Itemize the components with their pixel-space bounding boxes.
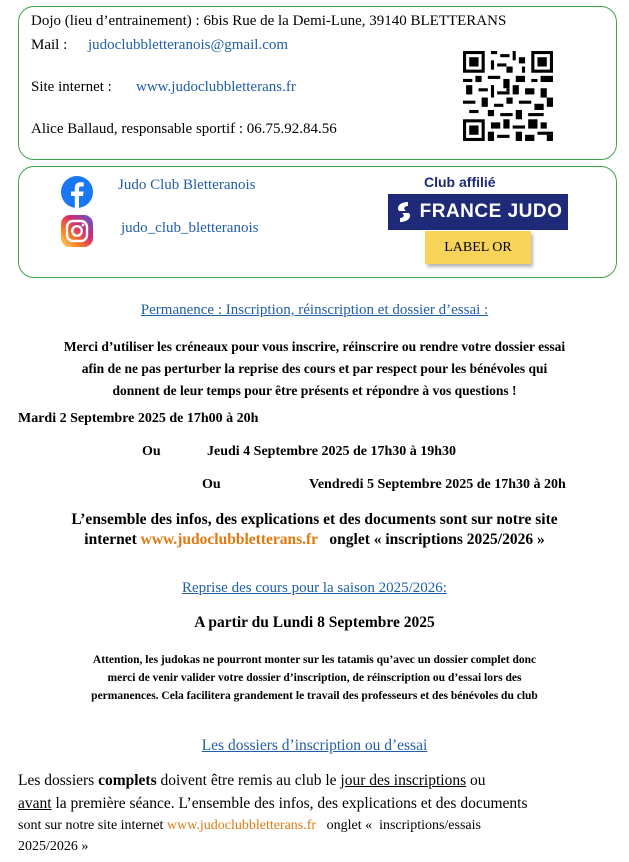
- attention-line: Attention, les judokas ne pourront monter sur les tatamis qu’avec un dossier complet donc: [92, 654, 537, 666]
- permanence-intro: [0, 336, 629, 402]
- infos-line-1: L’ensemble des infos, des explications et des documents sont sur notre site: [71, 511, 558, 528]
- attention-line: permanences. Cela facilitera grandement le travail des professeurs et des bénévoles du club: [91, 690, 538, 702]
- dossiers-avant: avant: [18, 795, 52, 812]
- permanence-intro-line: donnent de leur temps pour être présents et répondre à vos questions !: [112, 383, 517, 398]
- permanence-intro-line: Merci d’utiliser les créneaux pour vous inscrire, réinscrire ou rendre votre dossier essai: [63, 339, 566, 354]
- dossiers-text: onglet « inscriptions/essais: [316, 818, 481, 833]
- dossiers-site-link[interactable]: www.judoclubbletterans.fr: [166, 818, 317, 833]
- site-link[interactable]: www.judoclubbletterans.fr: [136, 79, 296, 95]
- site-label: Site internet :: [31, 79, 112, 95]
- dossiers-text: Les dossiers: [18, 772, 99, 789]
- mail-label: Mail :: [31, 37, 68, 53]
- france-judo-emblem-icon: [394, 200, 414, 224]
- dossiers-line-1: [18, 772, 486, 790]
- reprise-date: A partir du Lundi 8 Septembre 2025: [194, 614, 435, 631]
- infos-line-2: [0, 531, 629, 549]
- dossiers-complets: complets: [98, 772, 157, 789]
- qr-code-icon[interactable]: [463, 51, 553, 141]
- infos-prefix: internet: [84, 531, 137, 548]
- reprise-heading: Reprise des cours pour la saison 2025/2026:: [182, 580, 447, 596]
- dossiers-text: la première séance. L’ensemble des infos, des explications et des documents: [51, 795, 528, 812]
- ou-1: Ou: [142, 444, 161, 459]
- dossiers-line-4: 2025/2026 »: [18, 839, 89, 854]
- dossiers-heading: Les dossiers d’inscription ou d’essai: [201, 737, 428, 754]
- permanence-heading: Permanence : Inscription, réinscription et dossier d’essai :: [140, 302, 489, 318]
- date-mardi: Mardi 2 Septembre 2025 de 17h00 à 20h: [18, 411, 259, 426]
- date-vendredi: Vendredi 5 Septembre 2025 de 17h30 à 20h: [309, 477, 566, 492]
- dossiers-line-2: [18, 795, 527, 813]
- club-affilie: Club affilié: [424, 174, 496, 190]
- responsable: Alice Ballaud, responsable sportif : 06.75.92.84.56: [31, 121, 337, 137]
- mail-link[interactable]: judoclubbletteranois@gmail.com: [88, 37, 289, 53]
- attention-text: [0, 651, 629, 705]
- dossiers-text: doivent être remis au club le: [156, 772, 341, 789]
- dossiers-line-3: [18, 818, 481, 834]
- france-judo-text: FRANCE JUDO: [419, 201, 563, 222]
- instagram-icon[interactable]: [60, 214, 94, 248]
- dossiers-text: ou: [466, 772, 486, 789]
- attention-line: merci de venir valider votre dossier d’inscription, de réinscription ou d’essai lors des: [107, 672, 522, 684]
- france-judo-logo: [388, 194, 568, 230]
- instagram-handle[interactable]: judo_club_bletteranois: [121, 220, 259, 236]
- dossiers-jour-inscriptions: jour des inscriptions: [340, 772, 467, 789]
- label-or-badge: LABEL OR: [425, 231, 531, 264]
- dossiers-text: sont sur notre site internet: [18, 818, 167, 833]
- date-jeudi: Jeudi 4 Septembre 2025 de 17h30 à 19h30: [207, 444, 457, 459]
- dojo-address: Dojo (lieu d’entrainement) : 6bis Rue de la Demi-Lune, 39140 BLETTERANS: [31, 13, 507, 29]
- permanence-intro-line: afin de ne pas perturber la reprise des cours et par respect pour les bénévoles qui: [81, 361, 548, 376]
- facebook-icon[interactable]: [60, 175, 94, 209]
- infos-site-link[interactable]: www.judoclubbletterans.fr: [140, 531, 318, 548]
- infos-suffix: onglet « inscriptions 2025/2026 »: [329, 531, 545, 548]
- facebook-handle[interactable]: Judo Club Bletteranois: [118, 177, 256, 193]
- ou-2: Ou: [202, 477, 221, 492]
